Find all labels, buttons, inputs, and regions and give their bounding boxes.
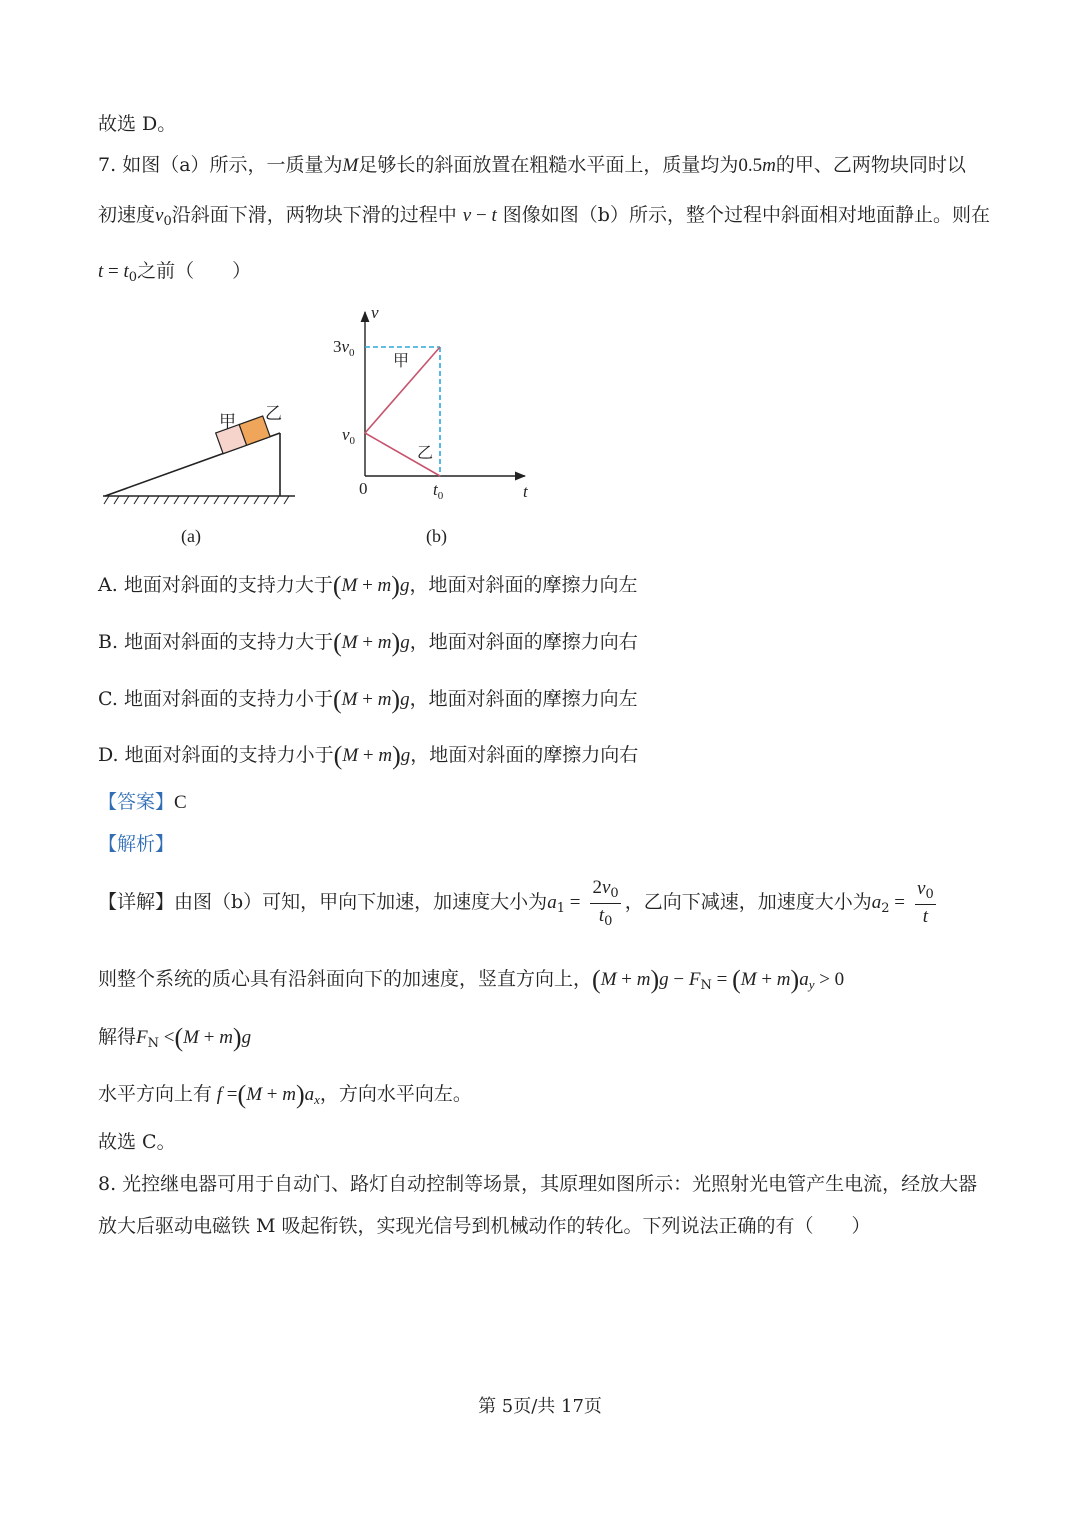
previous-answer-conclusion: 故选 D。	[98, 113, 177, 135]
figure-a-caption: (a)	[181, 526, 201, 546]
system-line: 则整个系统的质心具有沿斜面向下的加速度，竖直方向上，$(M + m)g - F_N = (M + m)a_y > 0$	[98, 965, 845, 994]
question-7-line-3: $t = t_0$之前（ ）	[98, 260, 252, 285]
detail-label: 【详解】	[98, 891, 175, 914]
answer-value: C	[174, 792, 187, 813]
origin-label: 0	[359, 479, 368, 498]
ground-hatching	[104, 496, 289, 504]
detail-line: 【详解】由图（b）可知，甲向下加速，加速度大小为$a_1$ = $\frac{2v_0}{t_0}$ ，乙向下减速，加速度大小为$a_2$ = $\frac{v_0}{t}$	[98, 877, 934, 929]
block-jia-label: 甲	[219, 412, 236, 432]
option-a: A. 地面对斜面的支持力大于(M + m)g，地面对斜面的摩擦力向左	[98, 571, 638, 600]
solve-line: 解得$F_N <(M + m)g$	[98, 1023, 252, 1052]
answer-label: 【答案】	[98, 791, 175, 813]
fraction-a1: $\frac{2v_0}{t_0}$	[592, 877, 619, 929]
tick-3v0: $3v_0$	[333, 337, 355, 359]
tick-v0: $v_0$	[342, 425, 356, 447]
question-8-line-2: 放大后驱动电磁铁 M 吸起衔铁，实现光信号到机械动作的转化。下列说法正确的有（ ）	[98, 1215, 871, 1237]
block-yi-label: 乙	[265, 404, 282, 424]
figure-b-vt-graph	[325, 300, 545, 555]
horizontal-line: 水平方向上有 $f =(M + m)a_x$，方向水平向左。	[98, 1080, 472, 1109]
option-d: D. 地面对斜面的支持力小于(M + m)g，地面对斜面的摩擦力向右	[98, 741, 639, 770]
line-yi-label: 乙	[417, 443, 434, 462]
figure-b-caption: (b)	[426, 526, 447, 546]
fraction-a2: $\frac{v_0}{t}$	[917, 878, 934, 927]
question-7-line-2: 初速度$v_0$沿斜面下滑，两物块下滑的过程中 v − t 图像如图（b）所示，整个过程中斜面相对地面静止。则在	[98, 204, 990, 229]
question-7-line-1: 7. 如图（a）所示，一质量为M足够长的斜面放置在粗糙水平面上，质量均为0.5m的甲、乙两物块同时以	[98, 154, 966, 176]
tick-t0: $t_0$	[433, 480, 444, 502]
page-footer: 第 5页/共 17页	[478, 1396, 602, 1417]
axis-t-label: t	[523, 482, 528, 501]
figure-a-incline	[95, 395, 310, 555]
answer-line	[98, 791, 187, 815]
incline-triangle	[103, 433, 295, 496]
analysis-label: 【解析】	[98, 833, 175, 855]
option-c: C. 地面对斜面的支持力小于(M + m)g，地面对斜面的摩擦力向左	[98, 685, 638, 714]
axis-v-label: v	[371, 303, 379, 322]
question-8-line-1: 8. 光控继电器可用于自动门、路灯自动控制等场景，其原理如图所示：光照射光电管产生电流，经放大器	[98, 1173, 978, 1195]
choose-line: 故选 C。	[98, 1131, 176, 1153]
line-jia-label: 甲	[393, 351, 410, 370]
option-b: B. 地面对斜面的支持力大于(M + m)g，地面对斜面的摩擦力向右	[98, 628, 638, 657]
